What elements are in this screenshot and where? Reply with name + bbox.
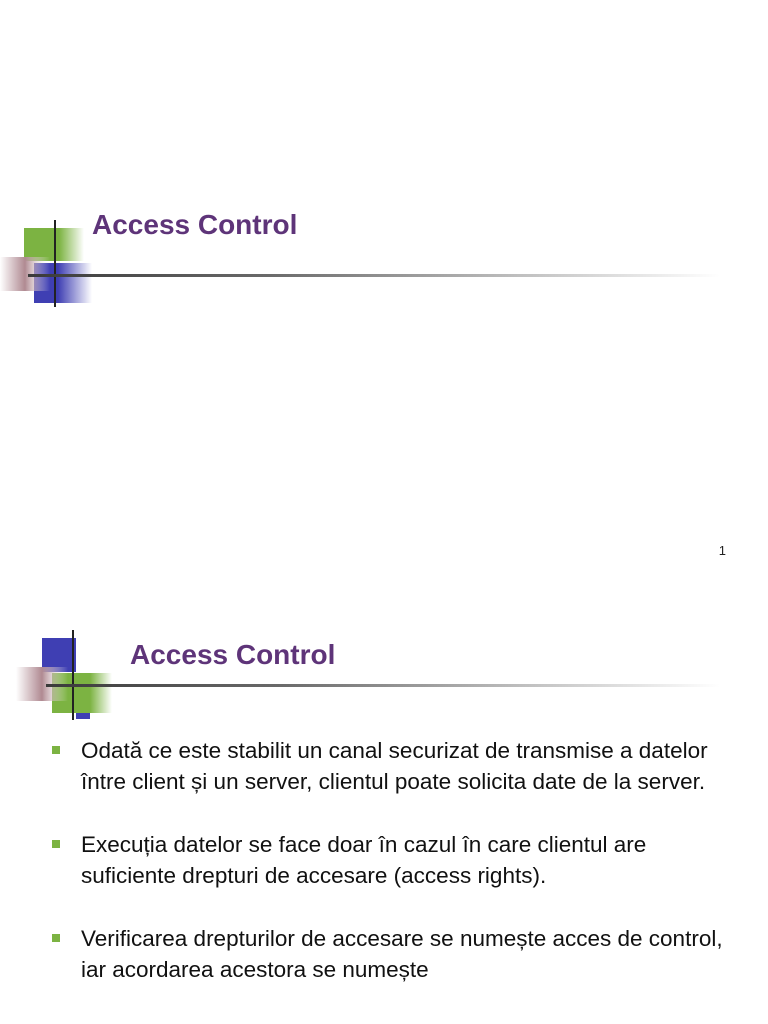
- bullet-item: [52, 923, 732, 985]
- slide-2: [0, 590, 768, 1024]
- bullet-item: [52, 735, 732, 797]
- title-underline: [28, 274, 720, 277]
- blue-square: [42, 638, 76, 672]
- square-bullet-icon: [52, 746, 60, 754]
- green-square: [24, 228, 59, 261]
- bullet-text: Verificarea drepturilor de accesare se numește acces de control, iar acordarea acestora se numește: [81, 926, 723, 982]
- slide-title: Access Control: [130, 639, 336, 670]
- page-number: 1: [718, 543, 726, 558]
- bullet-list: [52, 735, 732, 1017]
- title-underline: [46, 684, 720, 687]
- slide-decoration: [0, 610, 120, 740]
- square-bullet-icon: [52, 934, 60, 942]
- bullet-text: Execuția datelor se face doar în cazul în care clientul are suficiente drepturi de accesare (access rights).: [81, 832, 647, 888]
- square-bullet-icon: [52, 840, 60, 848]
- bullet-item: [52, 829, 732, 891]
- bullet-text: Odată ce este stabilit un canal securizat de transmise a datelor între client și un server, clientul poate solicita date de la server.: [81, 738, 708, 794]
- slide-title: Access Control: [92, 209, 298, 240]
